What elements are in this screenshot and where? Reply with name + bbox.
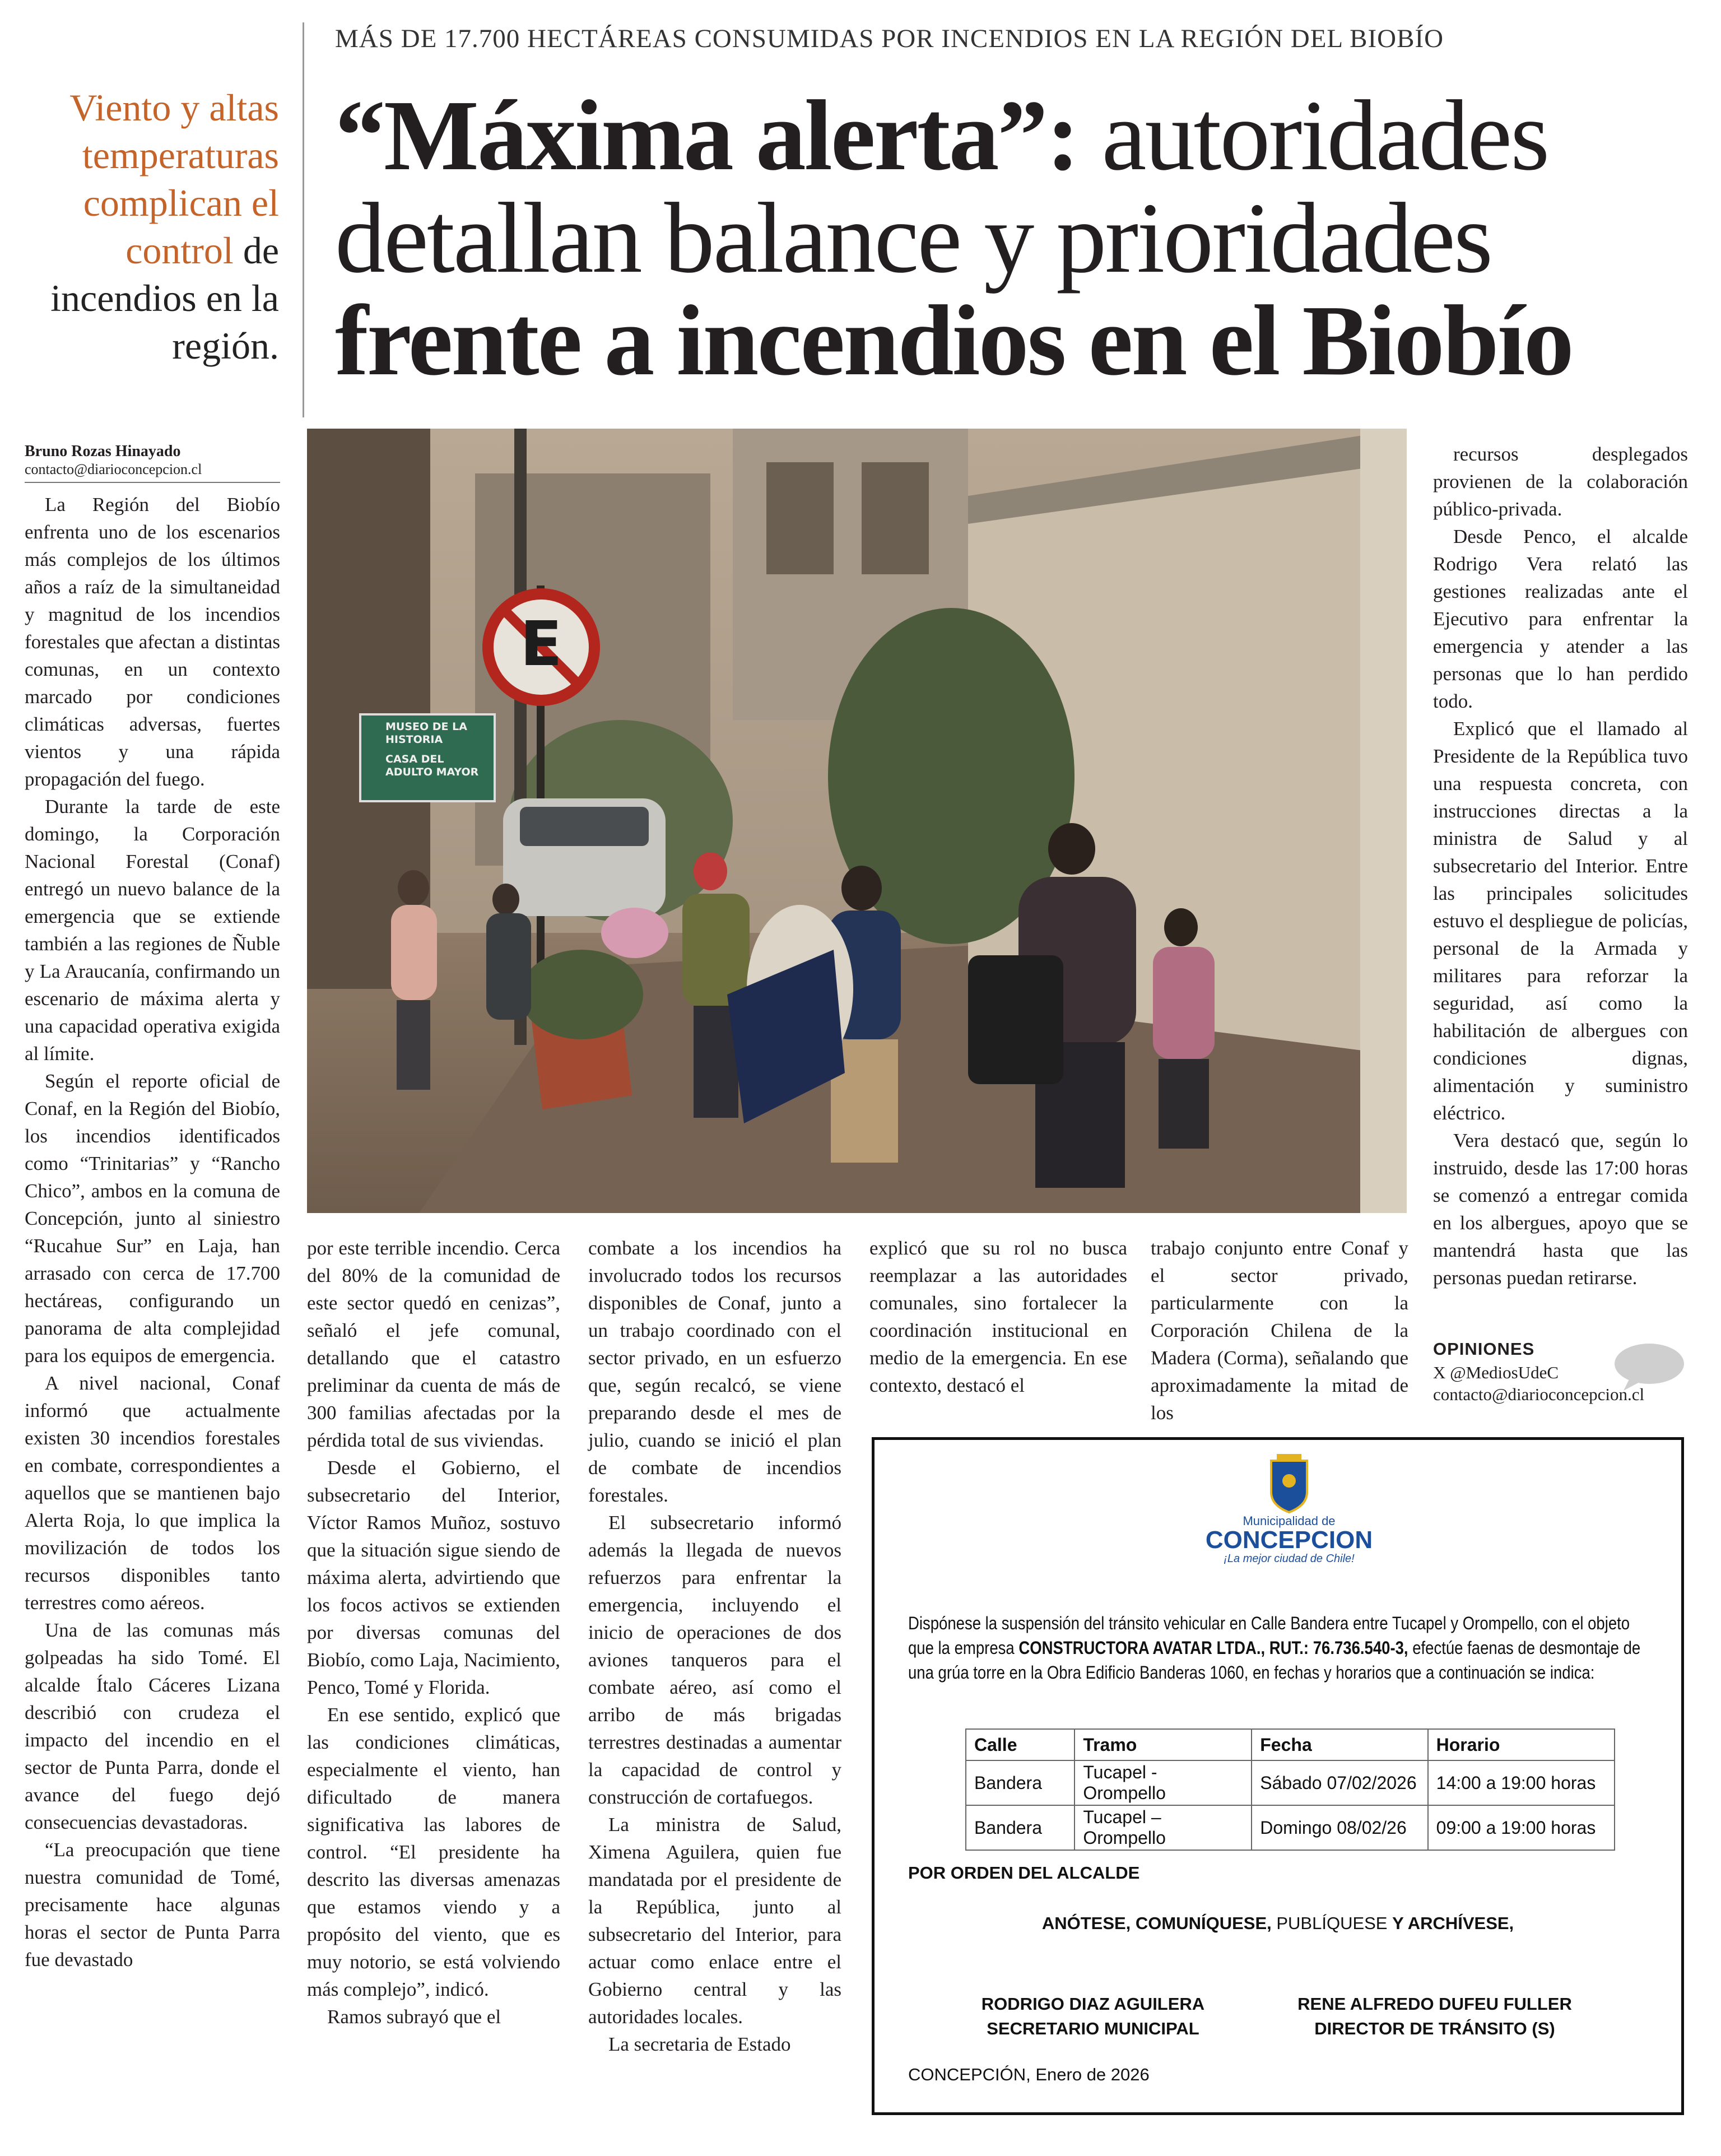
anotese-line: [875, 1913, 1681, 1934]
table-cell: Sábado 07/02/2026: [1252, 1760, 1427, 1805]
article-paragraph: Durante la tarde de este domingo, la Corporación Nacional Forestal (Conaf) entregó un nuevo balance de la emergencia que se extiende también a las regiones de Ñuble y La Araucanía, confirmando un escenario de máxima alerta y una capacidad operativa exigida al límite.: [25, 796, 280, 1065]
article-paragraph: explicó que su rol no busca reemplazar a las autoridades comunales, sino fortalecer la coordinación institucional en medio de la emergencia. En ese contexto, destacó el: [869, 1237, 1127, 1396]
article-paragraph: trabajo conjunto entre Conaf y el sector privado, particularmente con la Corporación Chilena de la Madera (Corma), señalando que aproximadamente la mitad de los: [1151, 1237, 1408, 1424]
sign-direction-2: CASA DEL ADULTO MAYOR: [385, 753, 479, 778]
headline-line2: detallan balance y prioridades: [335, 182, 1492, 294]
notice-company: CONSTRUCTORA AVATAR LTDA., RUT.: 76.736.540-3,: [1018, 1638, 1408, 1658]
sign-letter: E: [520, 608, 562, 680]
article-paragraph: Una de las comunas más golpeadas ha sido Tomé. El alcalde Ítalo Cáceres Lizana describió con crudeza el impacto del incendio en el sector de Punta Parra, donde el avance del fuego dejó consecuencias devastadoras.: [25, 1619, 280, 1833]
table-header: Calle: [966, 1729, 1075, 1760]
notice-text-b: efectúe faenas de desmontaje de una grúa torre en la Obra Edificio Banderas 1060, en fechas y horarios que a continuación se indica:: [908, 1638, 1641, 1683]
municipal-notice: [872, 1437, 1684, 2115]
article-paragraph: En ese sentido, explicó que las condiciones climáticas, especialmente el viento, han dificultado de manera significativa las labores de control. “El presidente ha descrito las diversas amenazas que estamos viendo y a propósito del viento, que es muy notorio, se está volviendo más complejo”, indicó.: [307, 1704, 560, 2000]
municipal-logo: [1205, 1454, 1373, 1588]
table-cell: 14:00 a 19:00 horas: [1428, 1760, 1615, 1805]
speech-bubble-icon: [1613, 1342, 1685, 1391]
article-paragraph: Ramos subrayó que el: [327, 2006, 501, 2028]
article-paragraph: por este terrible incendio. Cerca del 80% de la comunidad de este sector quedó en cenizas”, señaló el jefe comunal, detallando que el catastro preliminar da cuenta de más de 300 familias afectadas por la pérdida total de sus viviendas.: [307, 1237, 560, 1451]
table-cell: Bandera: [966, 1760, 1075, 1805]
logo-line1: Municipalidad de: [1243, 1514, 1336, 1528]
opinions-x-handle[interactable]: X @MediosUdeC: [1433, 1363, 1559, 1382]
headline-line3: frente a incendios en el Biobío: [335, 285, 1573, 396]
notice-place-date: CONCEPCIÓN, Enero de 2026: [908, 2065, 1150, 2084]
vertical-divider: [303, 22, 304, 417]
signature-name: RENE ALFREDO DUFEU FULLER: [1297, 1994, 1572, 2014]
deck-accent: Viento y altas temperaturas complican el control: [69, 86, 279, 272]
signature-title: DIRECTOR DE TRÁNSITO (S): [1314, 2019, 1555, 2038]
signature-name: RODRIGO DIAZ AGUILERA: [981, 1994, 1205, 2014]
table-header: Horario: [1428, 1729, 1615, 1760]
article-column-3: [588, 1234, 841, 2058]
table-row: [966, 1760, 1615, 1805]
deck: [22, 84, 279, 370]
signature-secretary: [936, 1992, 1250, 2041]
article-paragraph: Según el reporte oficial de Conaf, en la Región del Biobío, los incendios identificados como “Trinitarias” y “Rancho Chico”, ambos en la comuna de Concepción, junto al siniestro “Rucahue Sur” en Laja, han arrasado con cerca de 17.700 hectáreas, configurando un panorama de alta complejidad para los equipos de emergencia.: [25, 1070, 280, 1367]
order-line: POR ORDEN DEL ALCALDE: [908, 1863, 1140, 1883]
deck-rest: de incendios en la región.: [50, 229, 279, 367]
byline-email: contacto@diarioconcepcion.cl: [25, 461, 202, 477]
article-paragraph: La ministra de Salud, Ximena Aguilera, quien fue mandatada por el presidente de la República, junto al subsecretario del Interior, para actuar como enlace entre el Gobierno central y las autoridades locales.: [588, 1814, 841, 2028]
article-paragraph: Vera destacó que, según lo instruido, desde las 17:00 horas se comenzó a entregar comida en los albergues, apoyo que se mantendrá hasta que las personas puedan retirarse.: [1433, 1130, 1688, 1289]
table-cell: Tucapel - Orompello: [1075, 1760, 1252, 1805]
sign-direction-1: MUSEO DE LA HISTORIA: [385, 721, 467, 746]
opinions-title: OPINIONES: [1433, 1339, 1535, 1359]
anotese-part1: ANÓTESE, COMUNÍQUESE,: [1041, 1913, 1272, 1933]
article-column-1: [25, 491, 280, 1973]
anotese-part3: Y ARCHÍVESE,: [1392, 1913, 1514, 1933]
article-paragraph: Desde el Gobierno, el subsecretario del Interior, Víctor Ramos Muñoz, sostuvo que la situación sigue siendo de máxima alerta, advirtiendo que los focos activos se extienden por diversas comunas del Biobío, como Laja, Nacimiento, Penco, Tomé y Florida.: [307, 1457, 560, 1698]
article-column-6: [1433, 440, 1688, 1291]
article-column-4: [869, 1234, 1127, 1399]
article-paragraph: combate a los incendios ha involucrado todos los recursos disponibles de Conaf, junto a un trabajo coordinado con el sector privado, en un esfuerzo que, según recalcó, se viene preparando desde el mes de julio, cuando se inició el plan de combate de incendios forestales.: [588, 1237, 841, 1506]
news-photo: [307, 429, 1407, 1213]
article-paragraph: El subsecretario informó además la llegada de nuevos refuerzos para enfrentar la emergencia, incluyendo el inicio de operaciones de dos aviones tanqueros para el combate aéreo, así como el arribo de más brigadas terrestres destinadas a aumentar la capacidad de control y construcción de cortafuegos.: [588, 1512, 841, 1808]
logo-line2: CONCEPCION: [1205, 1526, 1373, 1554]
table-header: Fecha: [1252, 1729, 1427, 1760]
article-paragraph: “La preocupación que tiene nuestra comunidad de Tomé, precisamente hace algunas horas el sector de Punta Parra fue devastado: [25, 1839, 280, 1971]
signature-title: SECRETARIO MUNICIPAL: [987, 2019, 1199, 2038]
table-cell: 09:00 a 19:00 horas: [1428, 1805, 1615, 1850]
table-header: Tramo: [1075, 1729, 1252, 1760]
byline-rule: [25, 482, 280, 483]
article-paragraph: La Región del Biobío enfrenta uno de los escenarios más complejos de los últimos años a raíz de la simultaneidad y magnitud de los incendios forestales que afectan a distintas comunas, en un contexto marcado por condiciones climáticas adversas, fuertes vientos y una rápida propagación del fuego.: [25, 494, 280, 790]
opinions-email[interactable]: contacto@diarioconcepcion.cl: [1433, 1384, 1645, 1404]
kicker: MÁS DE 17.700 HECTÁREAS CONSUMIDAS POR INCENDIOS EN LA REGIÓN DEL BIOBÍO: [335, 24, 1444, 53]
anotese-part2: PUBLÍQUESE: [1271, 1913, 1393, 1933]
headline-part2: autoridades: [1101, 80, 1548, 191]
table-row: [966, 1805, 1615, 1850]
article-paragraph: Desde Penco, el alcalde Rodrigo Vera relató las gestiones realizadas ante el Ejecutivo para enfrentar la emergencia y atender a las personas que lo han perdido todo.: [1433, 526, 1688, 712]
notice-text-a: Dispónese la suspensión del tránsito vehicular en Calle Bandera entre Tucapel y Orompello, con el objeto que la empresa: [908, 1613, 1630, 1658]
article-column-2: [307, 1234, 560, 2030]
notice-body: [908, 1611, 1660, 1685]
article-paragraph: recursos desplegados provienen de la colaboración público-privada.: [1433, 443, 1688, 520]
table-header-row: [966, 1729, 1615, 1760]
street-scene-illustration: [307, 429, 1407, 1213]
table-cell: Domingo 08/02/26: [1252, 1805, 1427, 1850]
closure-schedule-table: [965, 1728, 1615, 1851]
signature-director: [1278, 1992, 1592, 2041]
headline: [335, 80, 1702, 396]
byline-author: Bruno Rozas Hinayado: [25, 443, 181, 460]
article-paragraph: A nivel nacional, Conaf informó que actualmente existen 30 incendios forestales en combate, correspondientes a aquellos que se mantienen bajo Alerta Roja, lo que implica la movilización de todos los recursos disponibles tanto terrestres como aéreos.: [25, 1372, 280, 1614]
table-cell: Bandera: [966, 1805, 1075, 1850]
article-paragraph: Explicó que el llamado al Presidente de la República tuvo una respuesta concreta, con instrucciones directas a la ministra de Salud y al subsecretario del Interior. Entre las principales solicitudes estuvo el despliegue de policías, personal de la Armada y militares para reforzar la seguridad, así como la habilitación de albergues con condiciones dignas, alimentación y suministro eléctrico.: [1433, 718, 1688, 1124]
article-column-5: [1151, 1234, 1408, 1427]
article-paragraph: La secretaria de Estado: [608, 2033, 791, 2055]
headline-part1: “Máxima alerta”:: [335, 80, 1078, 191]
logo-tagline: ¡La mejor ciudad de Chile!: [1224, 1553, 1355, 1565]
table-cell: Tucapel – Orompello: [1075, 1805, 1252, 1850]
